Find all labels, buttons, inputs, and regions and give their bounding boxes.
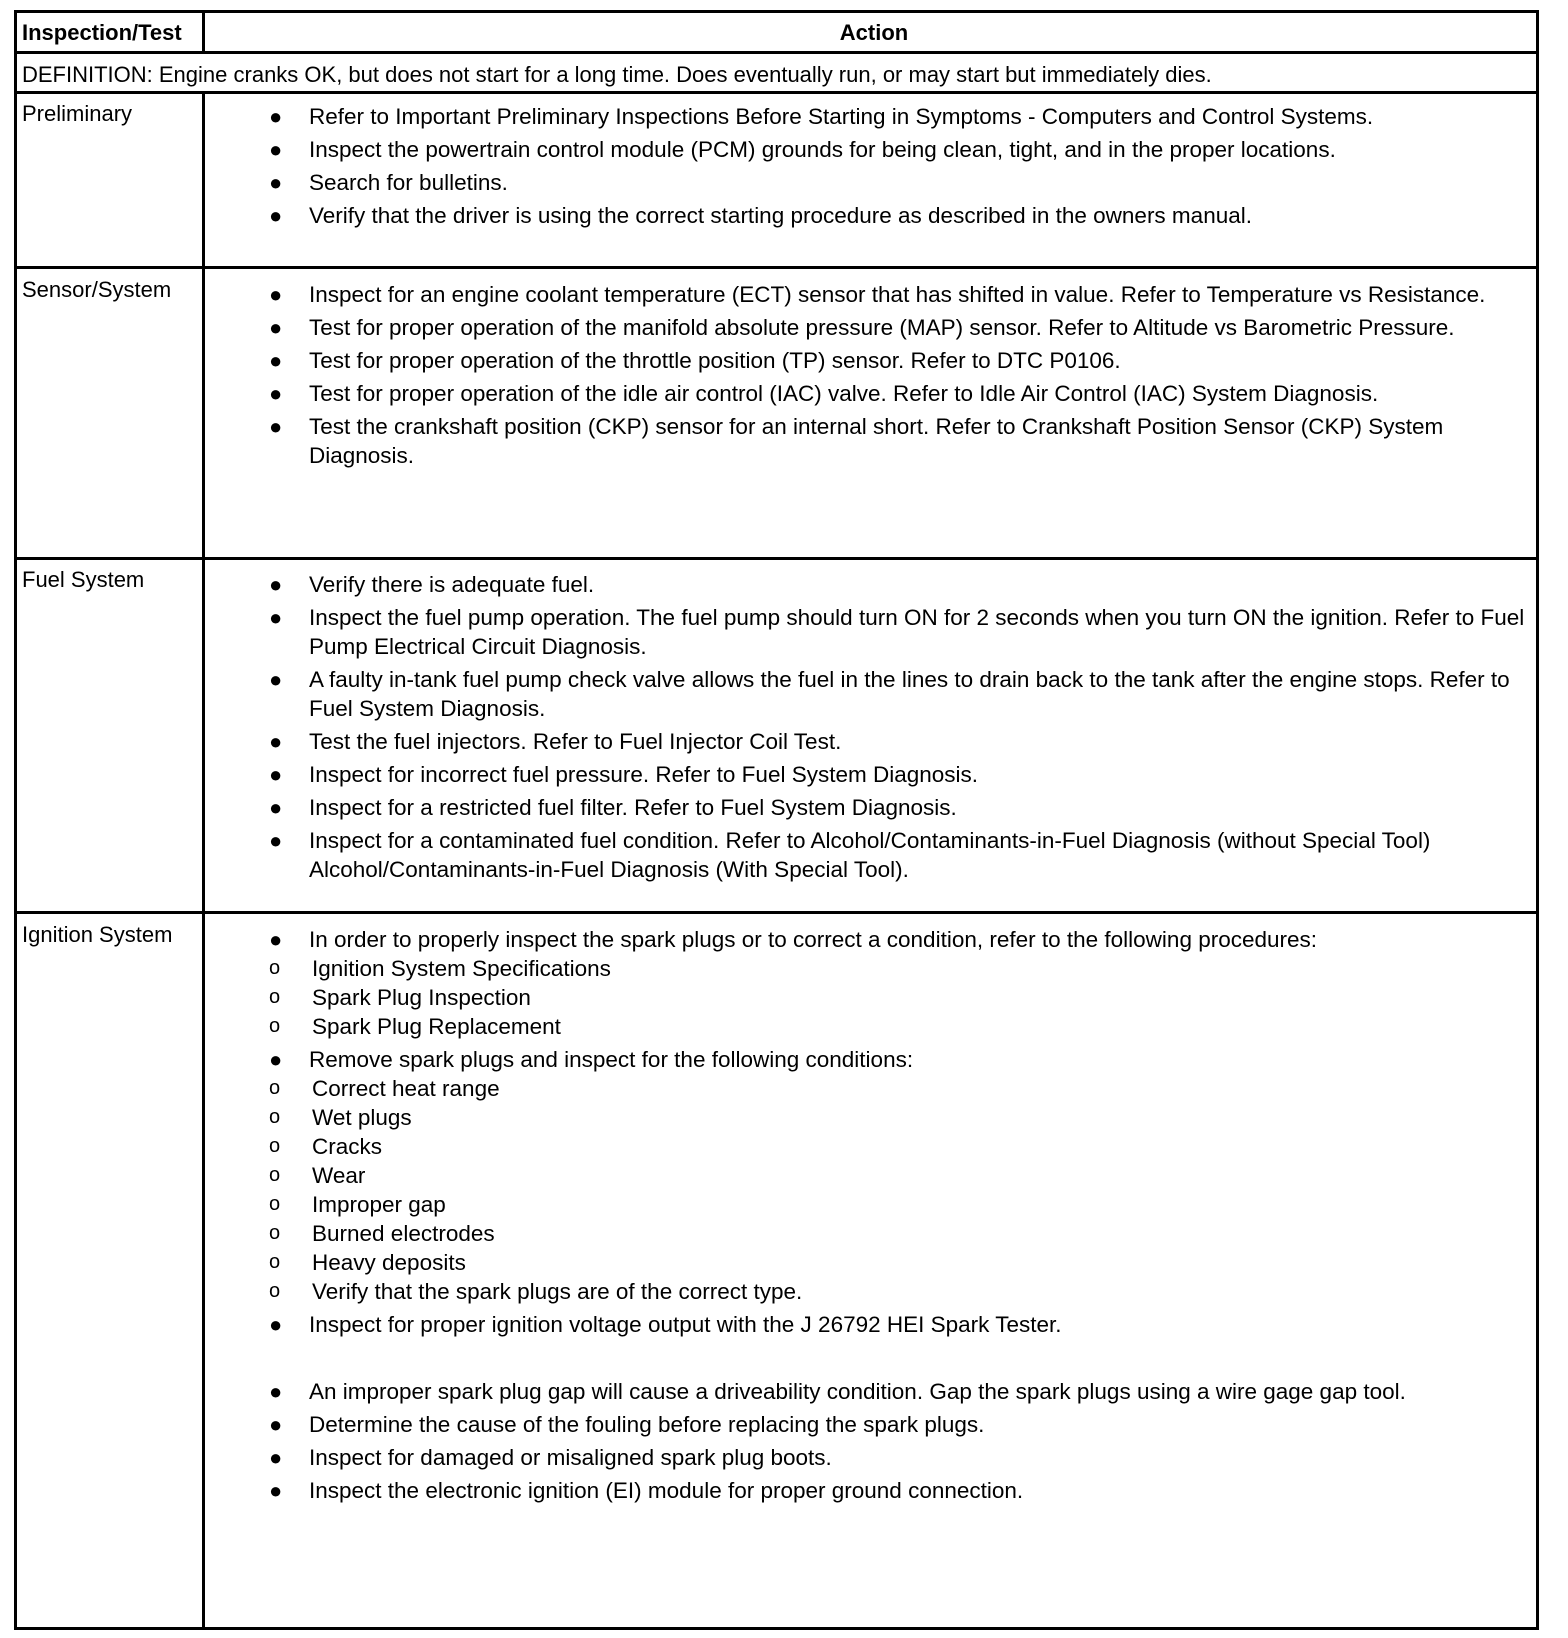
bullet-icon: ● [269, 1047, 283, 1072]
diagnostic-table [14, 10, 1539, 1630]
sub-list-item [212, 1248, 1528, 1277]
circle-bullet-icon: o [269, 1280, 281, 1302]
list-item [212, 1377, 1528, 1406]
bullet-icon: ● [269, 348, 283, 373]
list-item [212, 760, 1528, 789]
list-item-text: Inspect the fuel pump operation. The fuel pump should turn ON for 2 seconds when you turn ON the ignition. Refer to Fuel Pump Electrical Circuit Diagnosis. [309, 605, 1525, 659]
sub-list [212, 1074, 1528, 1306]
bullet-icon: ● [269, 1379, 283, 1404]
bullet-icon: ● [269, 572, 283, 597]
sub-list [212, 954, 1528, 1041]
section-items-preliminary [212, 102, 1528, 234]
definition-text: DEFINITION: Engine cranks OK, but does not start for a long time. Does eventually run, or may start but immediately dies. [22, 62, 1212, 87]
list-item-text: A faulty in-tank fuel pump check valve allows the fuel in the lines to drain back to the tank after the engine stops. Refer to Fuel System Diagnosis. [309, 667, 1510, 721]
bullet-icon: ● [269, 203, 283, 228]
sub-list-item-text: Verify that the spark plugs are of the correct type. [312, 1279, 803, 1304]
section-label-preliminary: Preliminary [22, 101, 133, 126]
list-item [212, 379, 1528, 408]
sub-list-item-text: Cracks [312, 1134, 383, 1159]
bullet-icon: ● [269, 828, 283, 853]
list-item [212, 1310, 1528, 1339]
list-item-text: Refer to Important Preliminary Inspections Before Starting in Symptoms - Computers and Control Systems. [309, 104, 1374, 129]
list-item [212, 1410, 1528, 1439]
list-item [212, 313, 1528, 342]
list-item-text: Inspect the electronic ignition (EI) module for proper ground connection. [309, 1478, 1024, 1503]
list-item-text: Inspect for an engine coolant temperature (ECT) sensor that has shifted in value. Refer to Temperature vs Resistance. [309, 282, 1486, 307]
sub-list-item [212, 983, 1528, 1012]
bullet-icon: ● [269, 762, 283, 787]
bullet-icon: ● [269, 104, 283, 129]
list-item-text: Inspect the powertrain control module (PCM) grounds for being clean, tight, and in the proper locations. [309, 137, 1336, 162]
circle-bullet-icon: o [269, 986, 281, 1008]
sub-list-item-text: Correct heat range [312, 1076, 500, 1101]
circle-bullet-icon: o [269, 1251, 281, 1273]
section-label-ignition-system: Ignition System [22, 922, 173, 947]
sub-list-item [212, 1132, 1528, 1161]
list-item-text: An improper spark plug gap will cause a driveability condition. Gap the spark plugs using a wire gage gap tool. [309, 1379, 1406, 1404]
bullet-icon: ● [269, 729, 283, 754]
list-item-text: Test the fuel injectors. Refer to Fuel Injector Coil Test. [309, 729, 842, 754]
sub-list-item-text: Burned electrodes [312, 1221, 495, 1246]
row-divider [17, 557, 1536, 560]
list-item-text: Inspect for incorrect fuel pressure. Refer to Fuel System Diagnosis. [309, 762, 979, 787]
list-item-text: Test the crankshaft position (CKP) sensor for an internal short. Refer to Crankshaft Position Sensor (CKP) System Diagnosis. [309, 414, 1444, 468]
row-divider [17, 911, 1536, 914]
bullet-icon: ● [269, 414, 283, 439]
sub-list-item [212, 1219, 1528, 1248]
list-item [212, 168, 1528, 197]
section-label-fuel-system: Fuel System [22, 567, 145, 592]
circle-bullet-icon: o [269, 1106, 281, 1128]
bullet-icon: ● [269, 1478, 283, 1503]
sub-list-item [212, 954, 1528, 983]
list-item [212, 1443, 1528, 1472]
column-header-action: Action [839, 20, 909, 45]
sub-list-item [212, 1012, 1528, 1041]
list-item-text: Test for proper operation of the throttle position (TP) sensor. Refer to DTC P0106. [309, 348, 1121, 373]
sub-list-item [212, 1190, 1528, 1219]
list-item [212, 280, 1528, 309]
row-divider [17, 51, 1536, 54]
circle-bullet-icon: o [269, 1164, 281, 1186]
bullet-icon: ● [269, 927, 283, 952]
sub-list-item-text: Spark Plug Replacement [312, 1014, 561, 1039]
bullet-icon: ● [269, 282, 283, 307]
bullet-icon: ● [269, 795, 283, 820]
list-item [212, 412, 1528, 470]
section-items-ignition-system [212, 925, 1528, 1509]
list-item [212, 925, 1528, 1041]
column-header-inspection: Inspection/Test [22, 20, 182, 45]
bullet-icon: ● [269, 605, 283, 630]
list-item-text: Test for proper operation of the idle air control (IAC) valve. Refer to Idle Air Control (IAC) System Diagnosis. [309, 381, 1379, 406]
sub-list-item [212, 1103, 1528, 1132]
bullet-icon: ● [269, 1312, 283, 1337]
sub-list-item-text: Wear [312, 1163, 366, 1188]
list-item-text: Remove spark plugs and inspect for the following conditions: [309, 1047, 914, 1072]
sub-list-item [212, 1277, 1528, 1306]
list-item [212, 603, 1528, 661]
header-divider [202, 13, 205, 53]
column-divider [202, 91, 205, 1627]
row-divider [17, 91, 1536, 94]
bullet-icon: ● [269, 137, 283, 162]
list-item-text: Determine the cause of the fouling before replacing the spark plugs. [309, 1412, 985, 1437]
bullet-icon: ● [269, 667, 283, 692]
list-item-text: Inspect for a contaminated fuel condition. Refer to Alcohol/Contaminants-in-Fuel Diagnosis (without Special Tool) Alcohol/Contaminants-in-Fuel Diagnosis (With Special Tool). [309, 828, 1431, 882]
circle-bullet-icon: o [269, 1222, 281, 1244]
list-item [212, 665, 1528, 723]
list-item [212, 201, 1528, 230]
list-item-text: Inspect for a restricted fuel filter. Refer to Fuel System Diagnosis. [309, 795, 957, 820]
row-divider [17, 266, 1536, 269]
list-item [212, 570, 1528, 599]
sub-list-item-text: Improper gap [312, 1192, 446, 1217]
list-item [212, 346, 1528, 375]
bullet-icon: ● [269, 315, 283, 340]
circle-bullet-icon: o [269, 1015, 281, 1037]
list-item-text: In order to properly inspect the spark plugs or to correct a condition, refer to the following procedures: [309, 927, 1318, 952]
list-item [212, 1476, 1528, 1505]
sub-list-item [212, 1074, 1528, 1103]
list-item-text: Verify there is adequate fuel. [309, 572, 595, 597]
list-item [212, 727, 1528, 756]
list-item-text: Inspect for damaged or misaligned spark plug boots. [309, 1445, 832, 1470]
bullet-icon: ● [269, 170, 283, 195]
circle-bullet-icon: o [269, 957, 281, 979]
list-item [212, 826, 1528, 884]
list-item-text: Inspect for proper ignition voltage output with the J 26792 HEI Spark Tester. [309, 1312, 1062, 1337]
section-items-fuel-system [212, 570, 1528, 888]
list-item [212, 102, 1528, 131]
sub-list-item-text: Ignition System Specifications [312, 956, 611, 981]
circle-bullet-icon: o [269, 1193, 281, 1215]
list-item [212, 135, 1528, 164]
sub-list-item-text: Heavy deposits [312, 1250, 466, 1275]
list-item-text: Search for bulletins. [309, 170, 508, 195]
circle-bullet-icon: o [269, 1077, 281, 1099]
sub-list-item-text: Wet plugs [312, 1105, 412, 1130]
sub-list-item [212, 1161, 1528, 1190]
bullet-icon: ● [269, 381, 283, 406]
list-item-text: Test for proper operation of the manifold absolute pressure (MAP) sensor. Refer to Altitude vs Barometric Pressure. [309, 315, 1455, 340]
section-items-sensor-system [212, 280, 1528, 474]
list-item [212, 793, 1528, 822]
section-label-sensor-system: Sensor/System [22, 277, 172, 302]
list-item-text: Verify that the driver is using the correct starting procedure as described in the owners manual. [309, 203, 1252, 228]
bullet-icon: ● [269, 1412, 283, 1437]
bullet-icon: ● [269, 1445, 283, 1470]
circle-bullet-icon: o [269, 1135, 281, 1157]
sub-list-item-text: Spark Plug Inspection [312, 985, 531, 1010]
list-item [212, 1045, 1528, 1306]
